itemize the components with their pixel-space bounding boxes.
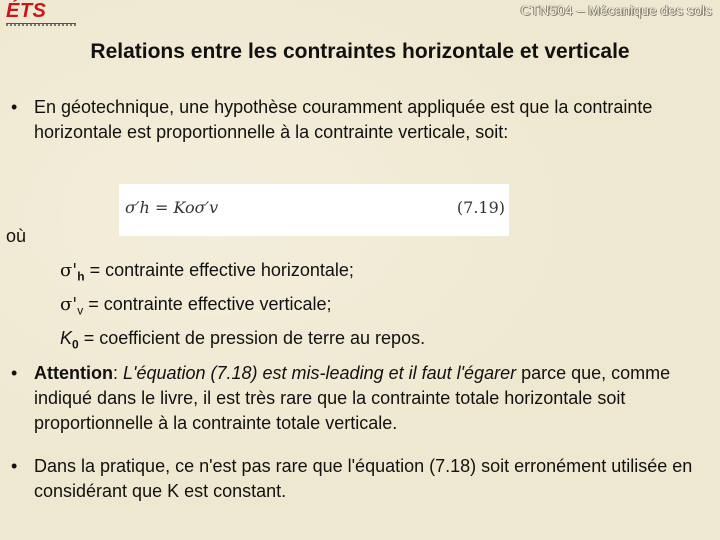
bullet-text: Dans la pratique, ce n'est pas rare que l'équation (7.18) soit erronément utilisée en considérant que K est constant. (34, 456, 693, 501)
definition-subscript: v (77, 303, 84, 318)
equation-image (119, 184, 509, 236)
slide-title: Relations entre les contraintes horizontale et verticale (90, 40, 630, 63)
ets-logo (6, 2, 80, 26)
definition-sigma-h (60, 258, 354, 290)
logo-text: ÉTS (6, 0, 47, 22)
definition-subscript: h (77, 269, 85, 284)
bullet-attention (11, 361, 714, 436)
definition-sigma-v (60, 292, 332, 324)
definition-text: = contrainte effective verticale; (83, 294, 332, 314)
bullet-dot: • (11, 363, 18, 383)
bullet-dot: • (11, 456, 18, 476)
definition-text: = contrainte effective horizontale; (84, 260, 354, 280)
course-header: CTN504 – Mécanique des sols (520, 2, 712, 18)
definition-k0 (60, 326, 425, 358)
bullet-hypothesis (11, 95, 704, 145)
definition-symbol: σ' (60, 294, 78, 315)
definition-symbol: K (60, 328, 73, 348)
bullet-dot: • (11, 97, 18, 117)
bullet-text: En géotechnique, une hypothèse couramment appliquée est que la contrainte horizontale est proportionnelle à la contrainte verticale, soit: (34, 97, 653, 142)
where-label: où (6, 226, 27, 246)
attention-label: Attention (34, 363, 113, 383)
definition-symbol: σ' (60, 260, 78, 281)
definition-text: = coefficient de pression de terre au repos. (78, 328, 426, 348)
attention-colon: : (112, 363, 123, 383)
equation-number: (7.19) (456, 198, 505, 217)
attention-text: parce que, comme indiqué dans le livre, il est très rare que la contrainte totale horizontale soit proportionnelle à la contrainte totale verticale. (34, 363, 671, 433)
equation-formula: σ′h = Koσ′v (125, 198, 219, 217)
bullet-practice (11, 454, 704, 504)
logo-subtext (6, 24, 76, 30)
attention-italic: L'équation (7.18) est mis-leading et il faut l'égarer (123, 363, 517, 383)
definition-subscript: 0 (72, 337, 79, 352)
